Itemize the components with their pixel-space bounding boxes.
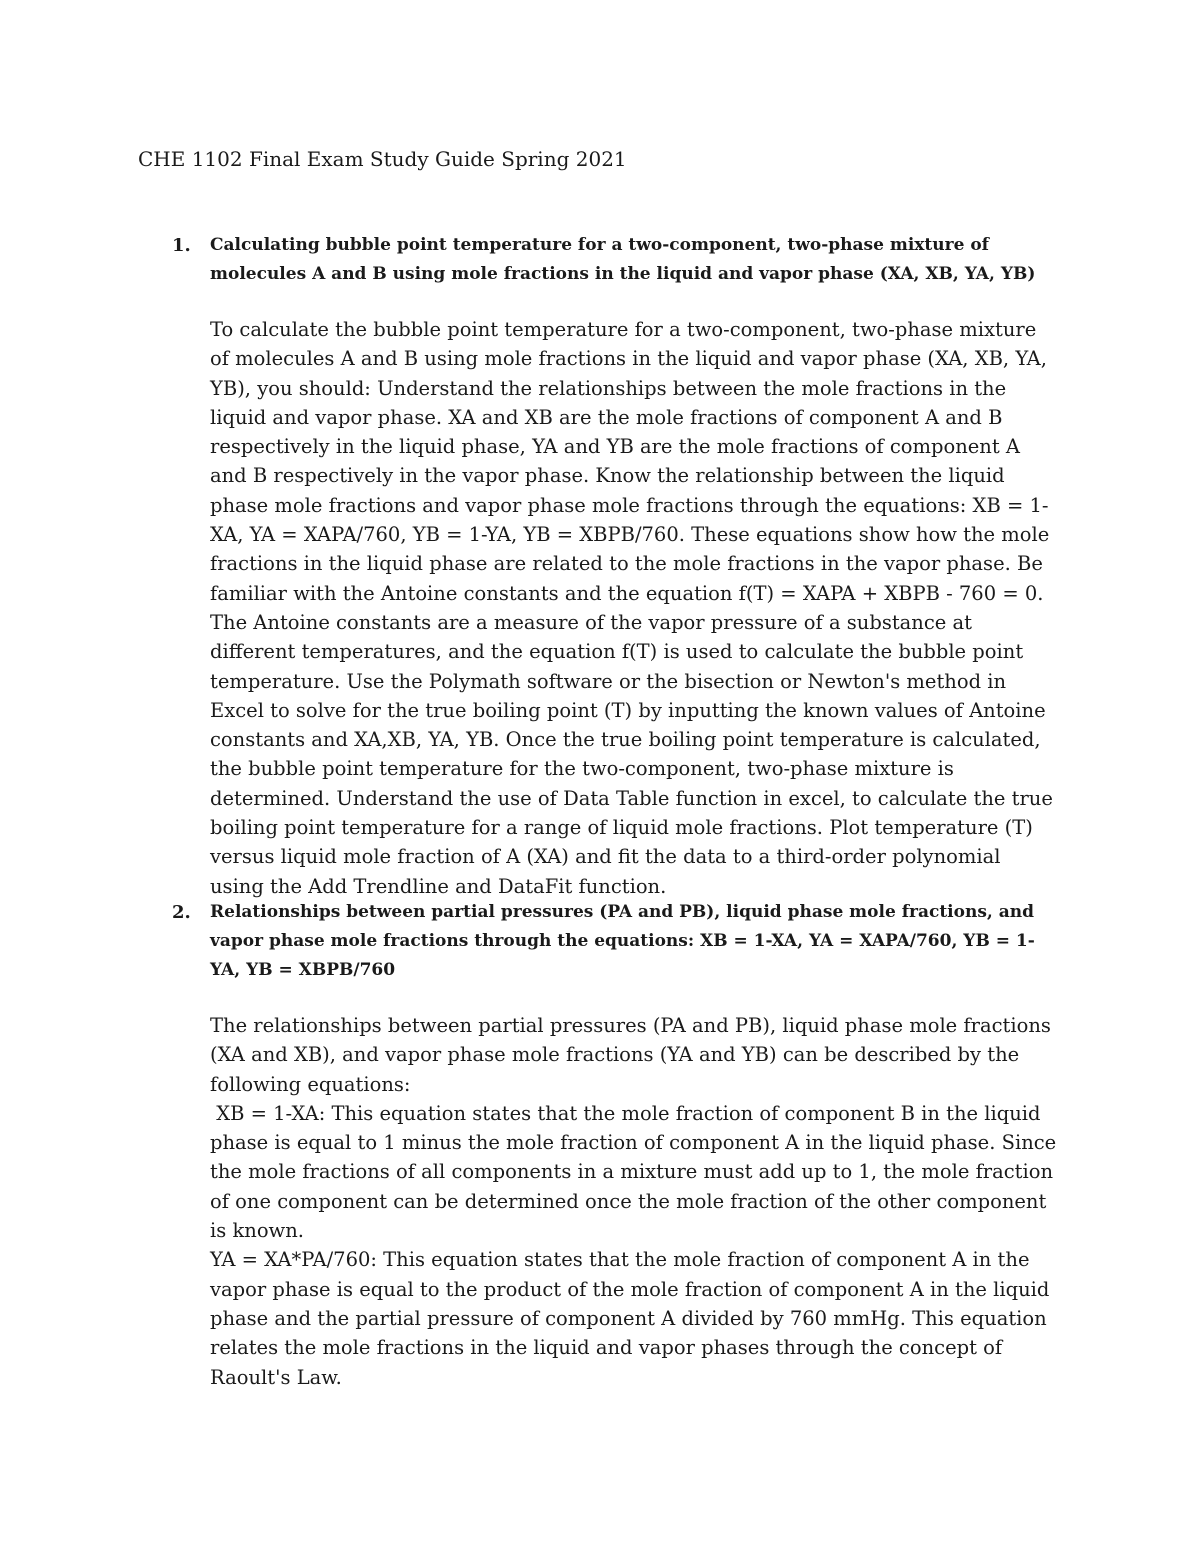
section-intro: The relationships between partial pressures (PA and PB), liquid phase mole fractions (XA and XB), and vapor phase mole fractions (YA and YB) can be described by the following equations: bbox=[210, 1014, 1051, 1096]
section-number: 2. bbox=[172, 902, 191, 923]
section-heading: Relationships between partial pressures (PA and PB), liquid phase mole fractions, and vapor phase mole fractions through the equations: XB = 1-XA, YA = XAPA/760, YB = 1-YA, YB = XBPB/760 bbox=[210, 902, 1035, 980]
equation-explanation-ya: YA = XA*PA/760: This equation states that the mole fraction of component A in the vapor phase is equal to the product of the mole fraction of component A in the liquid phase and the partial pressure of component A divided by 760 mmHg. This equation relates the mole fractions in the liquid and vapor phases through the concept of Raoult's Law. bbox=[210, 1248, 1050, 1389]
section-1 bbox=[172, 231, 1060, 901]
document-title: CHE 1102 Final Exam Study Guide Spring 2021 bbox=[138, 147, 627, 171]
section-2 bbox=[172, 898, 1063, 1392]
equation-explanation-xb: XB = 1-XA: This equation states that the mole fraction of component B in the liquid phase is equal to 1 minus the mole fraction of component A in the liquid phase. Since the mole fractions of all components in a mixture must add up to 1, the mole fraction of one component can be determined once the mole fraction of the other component is known. bbox=[210, 1101, 1063, 1243]
section-body: To calculate the bubble point temperature for a two-component, two-phase mixture of molecules A and B using mole fractions in the liquid and vapor phase (XA, XB, YA, YB), you should: Understand the relationships between the mole fractions in the liquid and vapor phase. XA and XB are the mole fractions of component A and B respectively in the liquid phase, YA and YB are the mole fractions of component A and B respectively in the vapor phase. Know the relationship between the liquid phase mole fractions and vapor phase mole fractions through the equations: XB = 1-XA, YA = XAPA/760, YB = 1-YA, YB = XBPB/760. These equations show how the mole fractions in the liquid phase are related to the mole fractions in the vapor phase. Be familiar with the Antoine constants and the equation f(T) = XAPA + XBPB - 760 = 0. The Antoine constants are a measure of the vapor pressure of a substance at different temperatures, and the equation f(T) is used to calculate the bubble point temperature. Use the Polymath software or the bisection or Newton's method in Excel to solve for the true boiling point (T) by inputting the known values of Antoine constants and XA,XB, YA, YB. Once the true boiling point temperature is calculated, the bubble point temperature for the two-component, two-phase mixture is determined. Understand the use of Data Table function in excel, to calculate the true boiling point temperature for a range of liquid mole fractions. Plot temperature (T) versus liquid mole fraction of A (XA) and fit the data to a third-order polynomial using the Add Trendline and DataFit function. bbox=[210, 318, 1053, 898]
section-heading: Calculating bubble point temperature for a two-component, two-phase mixture of molecules A and B using mole fractions in the liquid and vapor phase (XA, XB, YA, YB) bbox=[210, 235, 1036, 284]
section-number: 1. bbox=[172, 235, 191, 256]
